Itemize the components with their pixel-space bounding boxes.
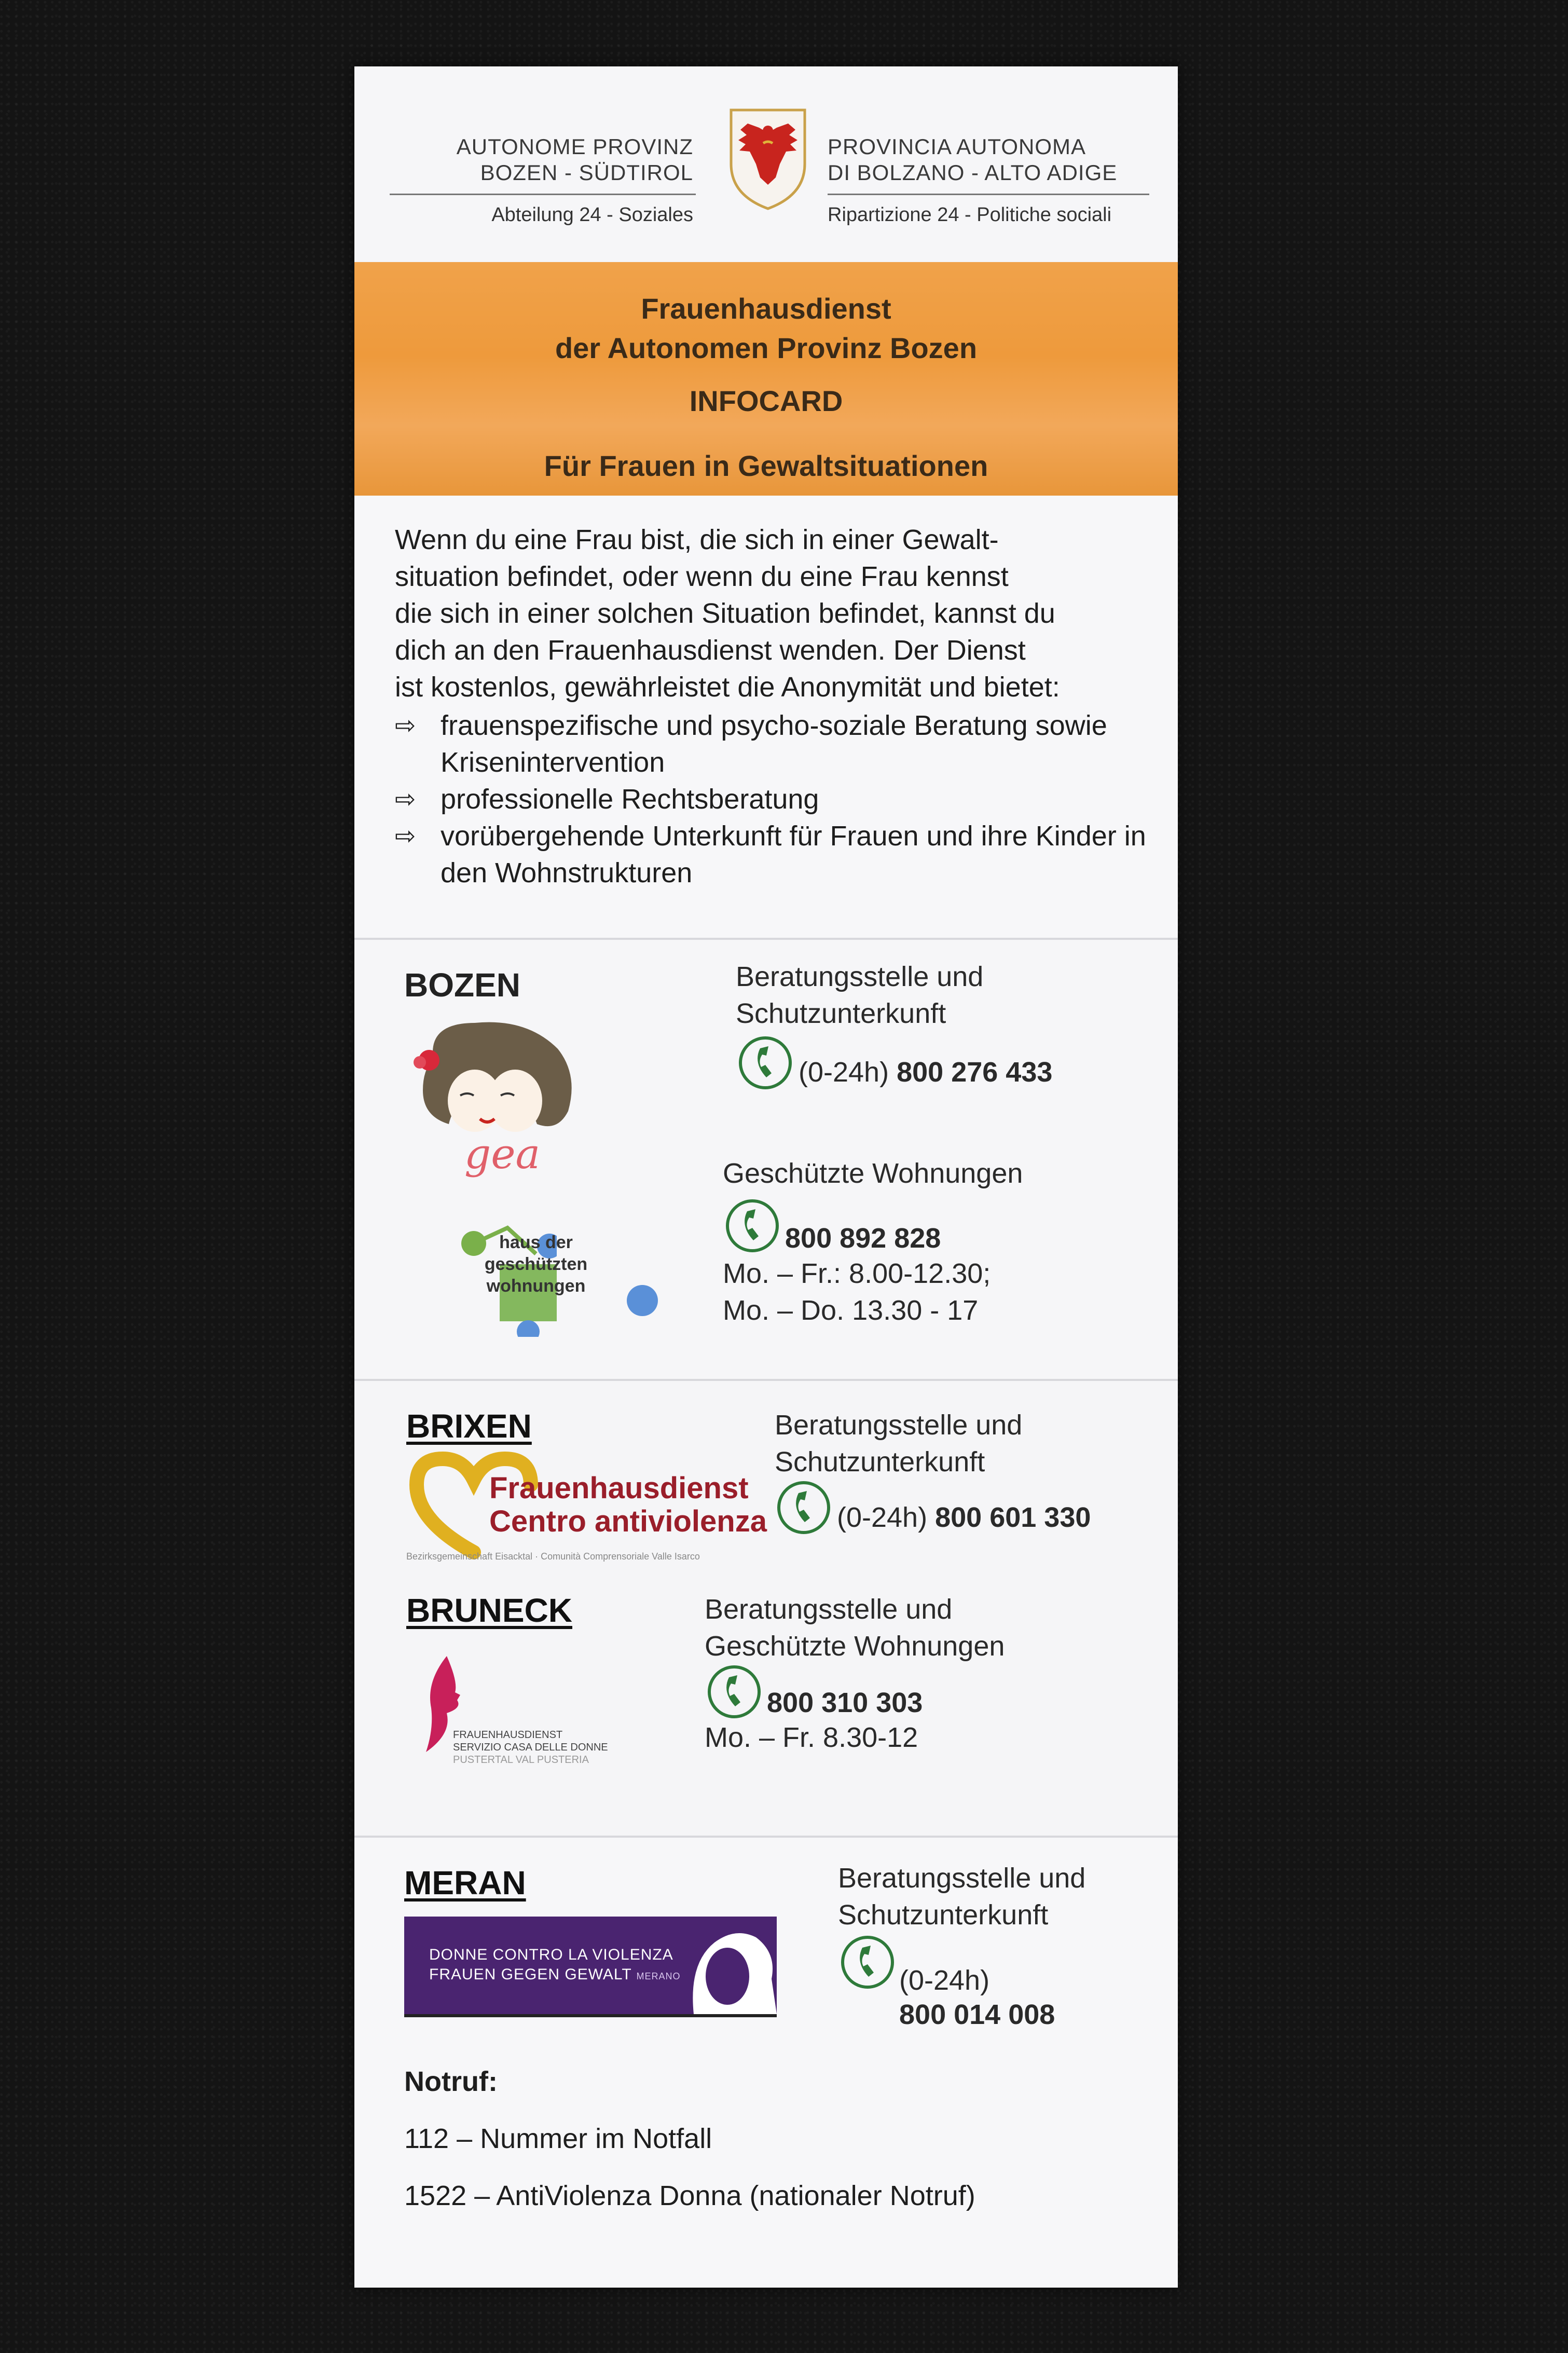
phone-number: 800 014 008 <box>899 1999 1055 2030</box>
phone-line: (0-24h) 800 276 433 <box>799 1057 1053 1088</box>
right-arrow-icon: ⇨ <box>395 786 416 813</box>
city-name: MERAN <box>404 1864 526 1901</box>
right-arrow-icon: ⇨ <box>395 823 416 850</box>
opening-hours: (0-24h) <box>899 1965 990 1996</box>
service-title: Beratungsstelle und Schutzunterkunft <box>838 1863 1086 1931</box>
section-brixen-bruneck <box>354 1381 1178 1836</box>
opening-hours: Mo. – Fr. 8.30-12 <box>705 1722 918 1753</box>
bruneck-logo-text: FRAUENHAUSDIENST SERVIZIO CASA DELLE DONNE PUSTERTAL VAL PUSTERIA <box>453 1729 608 1766</box>
city-name: BRIXEN <box>406 1407 532 1445</box>
divider <box>828 194 1149 195</box>
phone-icon <box>706 1664 762 1720</box>
title-banner <box>354 262 1178 496</box>
emergency-line: 1522 – AntiViolenza Donna (nationaler Notruf) <box>404 2180 975 2211</box>
service-list <box>395 707 1163 892</box>
gea-logo-text: gea <box>464 1130 541 1178</box>
emergency-line: 112 – Nummer im Notfall <box>404 2123 712 2154</box>
phone-line: (0-24h) 800 601 330 <box>837 1502 1091 1533</box>
department-it: Ripartizione 24 - Politiche sociali <box>828 204 1112 226</box>
phone-number: 800 276 433 <box>897 1057 1053 1088</box>
housing-logo-text: haus der geschützten wohnungen <box>484 1233 588 1296</box>
woman-face-icon <box>673 1917 777 2014</box>
province-name-de: AUTONOME PROVINZ BOZEN - SÜDTIROL <box>456 134 693 185</box>
eagle-crest-icon <box>727 107 809 211</box>
section-bozen <box>354 940 1178 1379</box>
card-header <box>354 66 1178 261</box>
opening-hours: Mo. – Fr.: 8.00-12.30; Mo. – Do. 13.30 - 17 <box>723 1258 991 1326</box>
service-title: Beratungsstelle und Schutzunterkunft <box>736 961 984 1029</box>
city-name: BOZEN <box>404 966 520 1004</box>
brixen-logo-small: Bezirksgemeinschaft Eisacktal · Comunità Comprensoriale Valle Isarco <box>406 1551 700 1562</box>
meran-logo <box>404 1917 777 2017</box>
intro-text: Wenn du eine Frau bist, die sich in einer Gewalt- situation befindet, oder wenn du eine Frau kennst die sich in einer solchen Situation befindet, kannst du dich an den Frauenhausdienst wenden. Der Dienst ist kostenlos, gewährleistet die Anonymität und bietet: <box>395 524 1060 703</box>
list-item: ⇨ frauenspezifische und psycho-soziale Beratung sowie Krisenintervention <box>395 707 1163 781</box>
banner-title: Frauenhausdienst der Autonomen Provinz Bozen <box>555 292 978 364</box>
phone-number: 800 892 828 <box>785 1223 941 1254</box>
list-item: ⇨ vorübergehende Unterkunft für Frauen und ihre Kinder in den Wohnstrukturen <box>395 818 1163 892</box>
service-title: Beratungsstelle und Geschützte Wohnungen <box>705 1594 1005 1662</box>
brixen-logo-text: Frauenhausdienst Centro antiviolenza <box>489 1471 767 1538</box>
section-meran <box>354 1838 1178 2288</box>
service-title: Geschützte Wohnungen <box>723 1158 1023 1189</box>
gea-logo <box>402 1013 579 1184</box>
phone-icon <box>776 1480 832 1536</box>
service-title: Beratungsstelle und Schutzunterkunft <box>775 1410 1023 1478</box>
department-de: Abteilung 24 - Soziales <box>491 204 693 226</box>
intro-section <box>354 496 1178 938</box>
province-name-it: PROVINCIA AUTONOMA DI BOLZANO - ALTO ADIGE <box>828 134 1118 185</box>
phone-icon <box>840 1934 896 1990</box>
phone-icon <box>737 1035 793 1091</box>
banner-label: INFOCARD <box>689 385 843 417</box>
infocard <box>354 66 1178 2288</box>
phone-icon <box>724 1198 780 1254</box>
right-arrow-icon: ⇨ <box>395 712 416 740</box>
city-name: BRUNECK <box>406 1592 572 1629</box>
banner-subtitle: Für Frauen in Gewaltsituationen <box>544 449 988 482</box>
phone-number: 800 601 330 <box>935 1502 1091 1533</box>
dot-icon <box>624 1282 661 1319</box>
meran-logo-text: DONNE CONTRO LA VIOLENZA FRAUEN GEGEN GEWALT MERANO <box>429 1946 681 1983</box>
list-item: ⇨ professionelle Rechtsberatung <box>395 781 1163 818</box>
phone-number: 800 310 303 <box>767 1687 923 1718</box>
emergency-title: Notruf: <box>404 2066 498 2097</box>
divider <box>390 194 696 195</box>
